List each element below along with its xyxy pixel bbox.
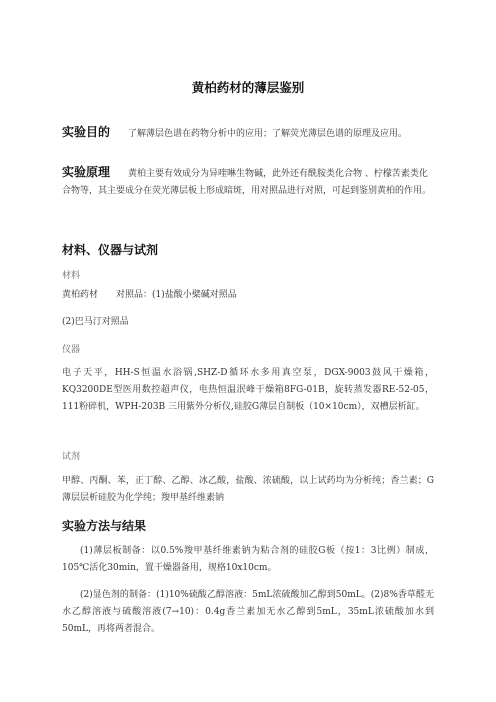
material-herb: 黄柏药材: [62, 290, 99, 300]
instruments-text: 电子天平，HH-S恒温水浴锅,SHZ-D循环水多用真空泵，DGX-9003鼓风干燥箱，KQ3200DE型医用数控超声仪，电热恒温泯峰干燥箱8FG-01B，旋转蒸发器RE-52-05，111粉碎机，WPH-203B 三用紫外分析仪,硅胶G薄层自制板（10×10cm），双槽层析缸。: [62, 368, 434, 412]
instruments-label: 仪器: [62, 345, 81, 355]
principle-text: 黄柏主要有效成分为异喹啉生物碱，此外还有酰胺类化合物 、柠檬苦素类化合物等，其主要成分在荧光薄层板上形成暗斑，用对照品进行对照，可起到鉴别黄柏的作用。: [62, 169, 432, 196]
principle-section: [62, 164, 434, 199]
reagents-text: 甲醇、丙酮、苯，正丁醇、乙醇、冰乙酸，盐酸、浓硫酸，以上试药均为分析纯；香兰素；G薄层层析硅胶为化学纯；羧甲基纤维素钠: [62, 476, 434, 503]
methods-heading: 实验方法与结果: [62, 519, 147, 533]
materials-label: 材料: [62, 271, 81, 281]
materials-line-1: [62, 287, 434, 304]
material-reference-2: (2)巴马汀对照品: [62, 317, 129, 327]
principle-heading: 实验原理: [62, 165, 111, 179]
purpose-text: 了解薄层色谱在药物分析中的应用；了解荧光薄层色谱的原理及应用。: [128, 129, 408, 139]
materials-heading: 材料、仪器与试剂: [62, 243, 159, 257]
reagents-label: 试剂: [62, 452, 81, 462]
methods-paragraph-2: (2)显色剂的制备：(1)10%硫酸乙醇溶液：5mL浓硫酸加乙醇到50mL。(2)8%香草醛无水乙醇溶液与硫酸溶液(7→10)：0.4g香兰素加无水乙醇到5mL，35mL浓硫酸加水到50mL，再将两者混合。: [62, 590, 434, 634]
material-reference-1: 对照品：(1)盐酸小檗碱对照品: [116, 290, 237, 300]
purpose-section: [62, 124, 434, 143]
purpose-heading: 实验目的: [62, 125, 111, 139]
page-title: 黄柏药材的薄层鉴别: [191, 80, 305, 95]
methods-paragraph-1: (1)薄层板制备：以0.5%羧甲基纤维素钠为粘合剂的硅胶G板（按1：3比例）制成，105℃活化30min，置干燥器备用，规格10x10cm。: [62, 546, 434, 573]
